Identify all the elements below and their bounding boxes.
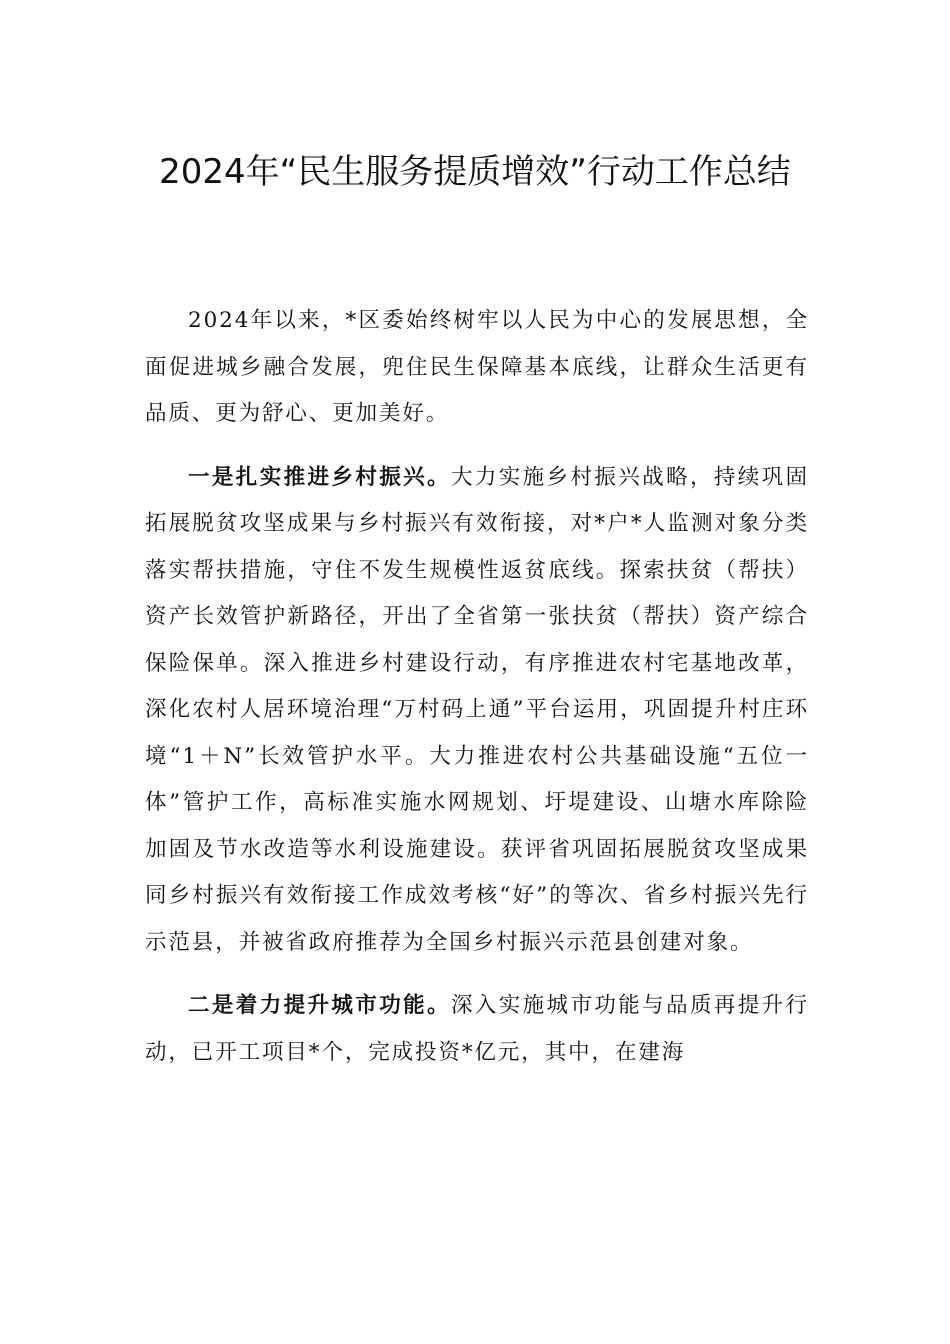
document-title: 2024年“民生服务提质增效”行动工作总结	[159, 152, 791, 192]
document-body	[145, 298, 809, 1093]
paragraph-lead: 二是着力提升城市功能。	[188, 993, 451, 1018]
paragraph-text: 深入实施城市功能与品质再提升行动，已开工项目*个，完成投资*亿元，其中，在建海	[145, 993, 809, 1065]
city-function-paragraph	[145, 983, 809, 1076]
rural-revitalization-paragraph	[145, 455, 809, 967]
intro-paragraph	[145, 298, 809, 438]
paragraph-lead: 一是扎实推进乡村振兴。	[188, 464, 451, 490]
paragraph-text: 2024年以来，*区委始终树牢以人民为中心的发展思想，全面促进城乡融合发展，兜住民生保障基本底线，让群众生活更有品质、更为舒心、更加美好。	[145, 308, 809, 426]
paragraph-text: 大力实施乡村振兴战略，持续巩固拓展脱贫攻坚成果与乡村振兴有效衔接，对*户*人监测对象分类落实帮扶措施，守住不发生规模性返贫底线。探索扶贫（帮扶）资产长效管护新路径，开出了全省第一张扶贫（帮扶）资产综合保险保单。深入推进乡村建设行动，有序推进农村宅基地改革，深化农村人居环境治理“万村码上通”平台运用，巩固提升村庄环境“1＋N”长效管护水平。大力推进农村公共基础设施“五位一体”管护工作，高标准实施水网规划、圩堤建设、山塘水库除险加固及节水改造等水利设施建设。获评省巩固拓展脱贫攻坚成果同乡村振兴有效衔接工作成效考核“好”的等次、省乡村振兴先行示范县，并被省政府推荐为全国乡村振兴示范县创建对象。	[145, 464, 809, 955]
